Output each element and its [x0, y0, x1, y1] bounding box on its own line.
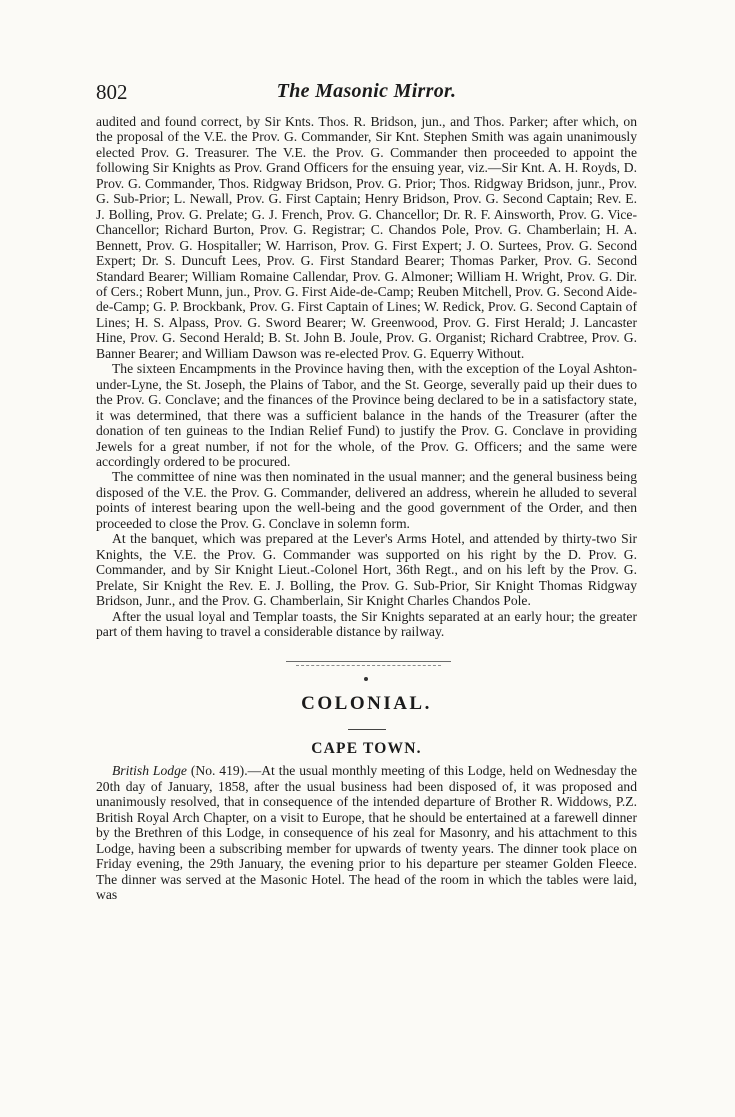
paragraph-encampments: The sixteen Encampments in the Province having then, with the exception of the Loyal Ashton-under-Lyne, the St. Joseph, the Plains of Tabor, and the St. George, severally paid up their dues to the Prov. G. Conclave; and the finances of the Province being declared to be in a satisfactory state, it was determined, that there was a sufficient balance in the hands of the Treasurer (after the donation of ten guineas to the Indian Relief Fund) to justify the Prov. G. Conclave in providing Jewels for a great number, if not for the whole, of the Prov. G. Officers; and the same were accordingly ordered to be procured.	[96, 361, 637, 469]
subsection-title: CAPE TOWN.	[311, 740, 422, 758]
colonial-body	[96, 763, 637, 902]
page	[96, 80, 637, 902]
section-title: COLONIAL.	[301, 693, 432, 715]
running-title: The Masonic Mirror.	[276, 80, 457, 102]
page-number: 802	[96, 80, 128, 104]
page-header	[96, 80, 637, 114]
cape-town-text: (No. 419).—At the usual monthly meeting of this Lodge, held on Wednesday the 20th day of January, 1858, after the usual business had been disposed of, it was proposed and unanimously resolved, that in consequence of the intended departure of Brother R. Widdows, P.Z. British Royal Arch Chapter, on a visit to Europe, that he should be entertained at a farewell dinner by the Brethren of this Lodge, in consequence of his zeal for Masonry, and his attachment to this Lodge, having been a subscribing member for upwards of twenty years. The dinner took place on Friday evening, the 29th January, the evening prior to his departure per steamer Golden Fleece. The dinner was served at the Masonic Hotel. The head of the room in which the tables were laid, was	[96, 763, 638, 903]
paragraph-committee: The committee of nine was then nominated in the usual manner; and the general business being disposed of the V.E. the Prov. G. Commander, delivered an address, wherein he alluded to several points of interest bearing upon the well-being and the good government of the Order, and then proceeded to close the Prov. G. Conclave in solemn form.	[96, 469, 637, 531]
divider-dot	[364, 677, 368, 681]
title-rule	[348, 729, 386, 730]
lodge-name: British Lodge	[112, 763, 187, 779]
article-body	[96, 114, 637, 639]
paragraph-cape-town	[96, 763, 637, 902]
paragraph-toasts: After the usual loyal and Templar toasts, the Sir Knights separated at an early hour; the greater part of them having to travel a considerable distance by railway.	[96, 608, 637, 639]
divider-rule-dashed	[296, 665, 441, 666]
paragraph-banquet: At the banquet, which was prepared at the Lever's Arms Hotel, and attended by thirty-two Sir Knights, the V.E. the Prov. G. Commander was supported on his right by the D. Prov. G. Commander, and by Sir Knight Lieut.-Colonel Hort, 36th Regt., and on his left by the Prov. G. Prelate, Sir Knight the Rev. E. J. Bolling, the Prov. G. Sub-Prior, Sir Knight Thomas Ridgway Bridson, Junr., and the Prov. G. Chamberlain, Sir Knight Charles Chandos Pole.	[96, 531, 637, 609]
paragraph-officers: audited and found correct, by Sir Knts. Thos. R. Bridson, jun., and Thos. Parker; after which, on the proposal of the V.E. the Prov. G. Commander, Sir Knt. Stephen Smith was again unanimously elected Prov. G. Treasurer. The V.E. the Prov. G. Commander then proceeded to appoint the following Sir Knights as Prov. Grand Officers for the ensuing year, viz.—Sir Knt. A. H. Royds, D. Prov. G. Commander, Thos. Ridgway Bridson, Prov. G. Prior; Thos. Ridgway Bridson, junr., Prov. G. Sub-Prior; L. Newall, Prov. G. First Captain; Henry Bridson, Prov. G. Second Captain; Rev. E. J. Bolling, Prov. G. Prelate; G. J. French, Prov. G. Chancellor; Dr. R. F. Ainsworth, Prov. G. Vice-Chancellor; Richard Burton, Prov. G. Registrar; C. Chandos Pole, Prov. G. Chamberlain; H. A. Bennett, Prov. G. Hospitaller; W. Harrison, Prov. G. First Expert; J. O. Surtees, Prov. G. Second Expert; Dr. S. Duncuft Lees, Prov. G. First Standard Bearer; Thomas Parker, Prov. G. Second Standard Bearer; William Romaine Callendar, Prov. G. Almoner; William H. Wright, Prov. G. Dir. of Cers.; Robert Munn, jun., Prov. G. First Aide-de-Camp; Reuben Mitchell, Prov. G. Second Aide-de-Camp; G. P. Brockbank, Prov. G. First Captain of Lines; W. Redick, Prov. G. Second Captain of Lines; H. S. Alpass, Prov. G. Sword Bearer; W. Greenwood, Prov. G. First Herald; J. Lancaster Hine, Prov. G. Second Herald; B. St. John B. Joule, Prov. G. Organist; Richard Crabtree, Prov. G. Banner Bearer; and William Dawson was re-elected Prov. G. Equerry Without.	[96, 114, 637, 361]
section-divider	[96, 649, 637, 693]
divider-rule	[286, 661, 451, 662]
